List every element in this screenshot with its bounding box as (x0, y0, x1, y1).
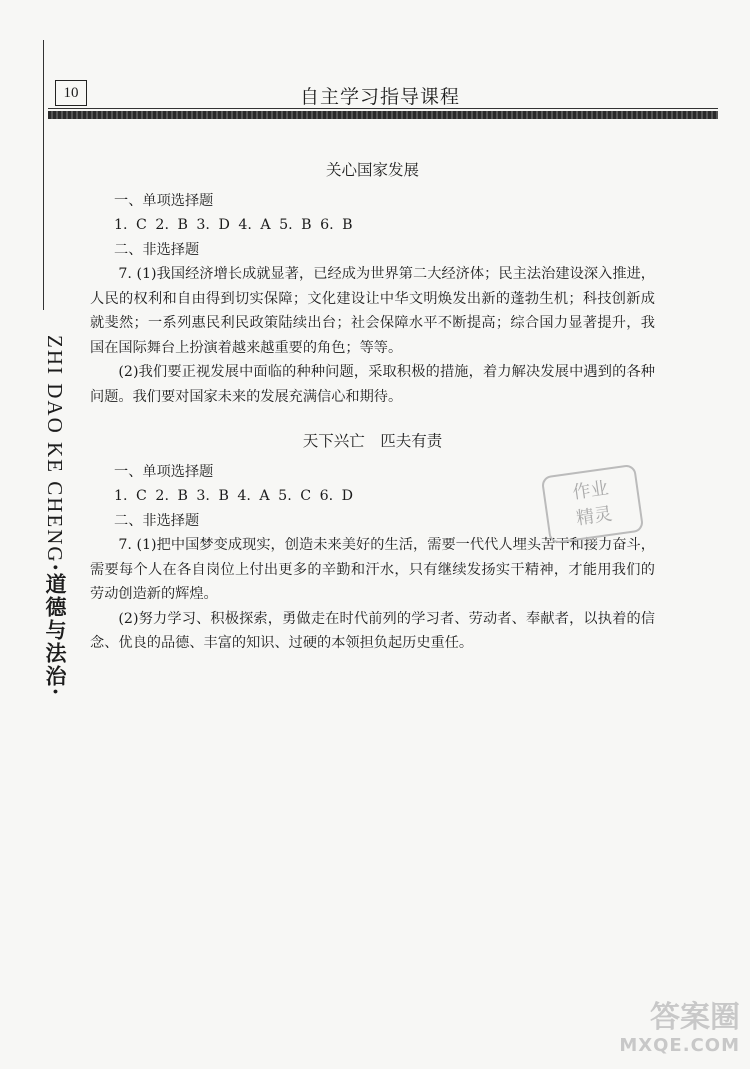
margin-subject: ·道德与法治· (43, 563, 68, 698)
stamp-line: 作业 (571, 477, 610, 504)
header-rule-thin (48, 108, 718, 109)
margin-pinyin: ZHI DAO KE CHENG (43, 335, 67, 564)
section-title: 天下兴亡 匹夫有责 (302, 432, 443, 450)
choice-answers: 1. C 2. B 3. B 4. A 5. C 6. D (114, 488, 354, 504)
part-heading: 二、非选择题 (114, 241, 200, 258)
answer-paragraph: (2)努力学习、积极探索，勇做走在时代前列的学习者、劳动者、奉献者，以执着的信念、优良的品德、丰富的知识、过硬的本领担负起历史重任。 (90, 610, 655, 651)
choice-answers: 1. C 2. B 3. D 4. A 5. B 6. B (114, 217, 353, 233)
answer-paragraph: (2)我们要正视发展中面临的种种问题，采取积极的措施，着力解决发展中遇到的各种问题。我们要对国家未来的发展充满信心和期待。 (90, 364, 655, 405)
page-number: 10 (55, 80, 87, 106)
answer-content (90, 158, 655, 656)
answer-paragraph: 7. (1)我国经济增长成就显著，已经成为世界第二大经济体；民主法治建设深入推进，人民的权利和自由得到切实保障；文化建设让中华文明焕发出新的蓬勃生机；科技创新成就斐然；一系列惠民利民政策陆续出台；社会保障水平不断提高；综合国力显著提升，我国在国际舞台上扮演着越来越重要的角色；等等。 (90, 266, 655, 356)
logo-text: 答案圈 (650, 1000, 740, 1035)
part-heading: 一、单项选择题 (114, 463, 214, 480)
stamp-line: 精灵 (574, 503, 614, 530)
watermark-logo (590, 1001, 740, 1061)
watermark-stamp (541, 464, 645, 545)
logo-url: MXQE.COM (619, 1035, 740, 1056)
margin-vertical-label (30, 335, 70, 697)
margin-divider (43, 40, 44, 310)
part-heading: 二、非选择题 (114, 512, 200, 529)
series-title: 自主学习指导课程 (300, 86, 461, 108)
section-title: 关心国家发展 (325, 161, 419, 179)
answer-paragraph: 7. (1)把中国梦变成现实，创造未来美好的生活，需要一代代人埋头苦干和接力奋斗，需要每个人在各自岗位上付出更多的辛勤和汗水，只有继续发扬实干精神，才能用我们的劳动创造新的辉煌。 (90, 537, 655, 602)
part-heading: 一、单项选择题 (114, 192, 214, 209)
header-rule-thick (48, 111, 718, 119)
